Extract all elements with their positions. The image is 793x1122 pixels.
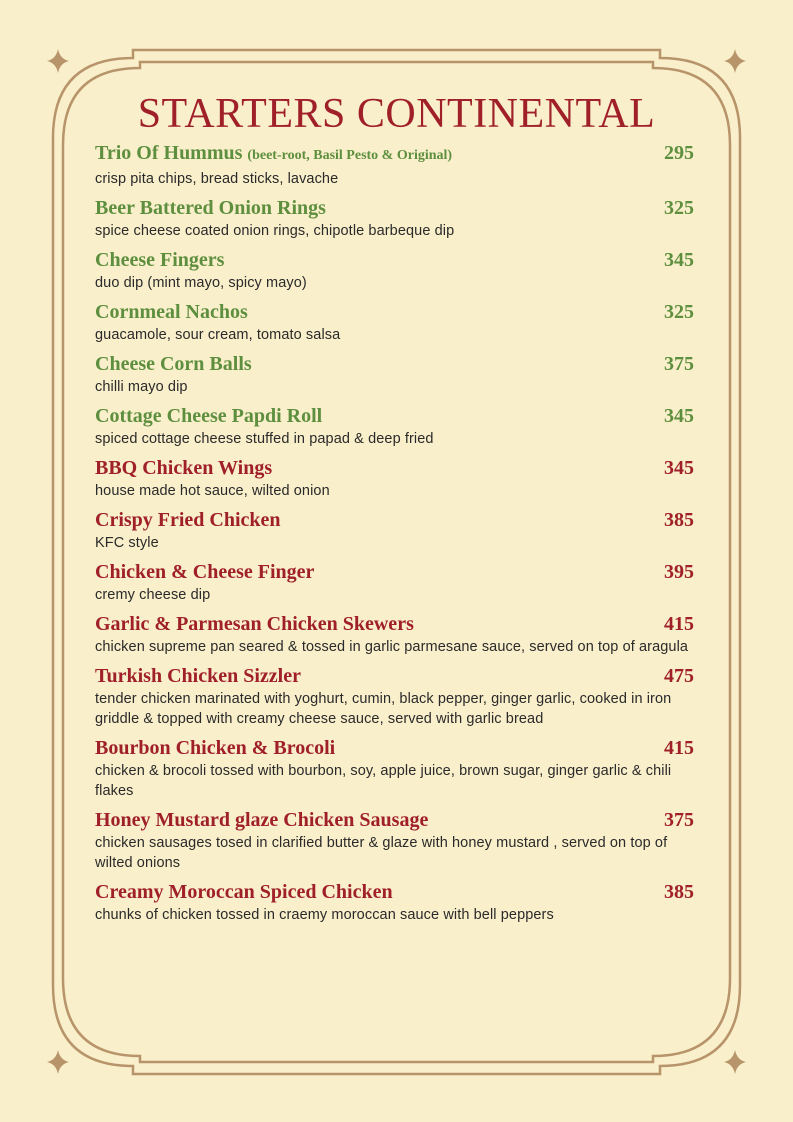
menu-item-name-text: Cornmeal Nachos <box>95 301 248 323</box>
menu-item-header <box>95 611 697 637</box>
menu-item-description: duo dip (mint mayo, spicy mayo) <box>95 275 307 291</box>
menu-item-price: 325 <box>664 301 694 323</box>
menu-item-header <box>95 299 697 325</box>
menu-item-price: 345 <box>664 249 694 271</box>
menu-item-name-text: Crispy Fried Chicken <box>95 509 281 531</box>
menu-item <box>95 663 697 729</box>
menu-item-name-text: BBQ Chicken Wings <box>95 457 273 479</box>
menu-item <box>95 611 697 657</box>
menu-item-header <box>95 507 697 533</box>
menu-item-description: crisp pita chips, bread sticks, lavache <box>95 171 339 187</box>
menu-item-header <box>95 879 697 905</box>
menu-item-header <box>95 807 697 833</box>
menu-item-description: tender chicken marinated with yoghurt, cumin, black pepper, ginger garlic, cooked in iron griddle & topped with creamy cheese sauce, served with garlic bread <box>95 691 672 727</box>
menu-item-name <box>95 663 301 689</box>
menu-item-header <box>95 559 697 585</box>
menu-item <box>95 807 697 873</box>
menu-item-name <box>95 735 335 761</box>
page-title: STARTERS CONTINENTAL <box>137 91 656 137</box>
menu-item <box>95 735 697 801</box>
menu-item-description: house made hot sauce, wilted onion <box>95 483 330 499</box>
menu-item-name <box>95 559 314 585</box>
menu-item-name-text: Cottage Cheese Papdi Roll <box>95 405 323 427</box>
menu-item-name <box>95 403 322 429</box>
menu-item-name <box>95 140 452 169</box>
menu-item-price: 325 <box>664 197 694 219</box>
menu-item-name-text: Trio Of Hummus <box>95 142 243 164</box>
menu-item-header <box>95 403 697 429</box>
menu-item-name-text: Creamy Moroccan Spiced Chicken <box>95 881 393 903</box>
menu-item-description: chilli mayo dip <box>95 379 188 395</box>
menu-item-header <box>95 455 697 481</box>
menu-item-price: 415 <box>664 737 694 759</box>
menu-item-description: spiced cottage cheese stuffed in papad & deep fried <box>95 431 434 447</box>
menu-item-header <box>95 351 697 377</box>
menu-item-price: 375 <box>664 353 694 375</box>
menu-item-name <box>95 247 224 273</box>
menu-item-description: chunks of chicken tossed in craemy moroccan sauce with bell peppers <box>95 907 554 923</box>
menu-item <box>95 507 697 553</box>
menu-item-name <box>95 611 414 637</box>
menu-item-description: chicken sausages tosed in clarified butter & glaze with honey mustard , served on top of wilted onions <box>95 835 668 871</box>
menu-item-name <box>95 455 272 481</box>
menu-item-note: (beet-root, Basil Pesto & Original) <box>247 148 453 163</box>
menu-item-name <box>95 507 281 533</box>
menu-item <box>95 455 697 501</box>
menu-item-price: 345 <box>664 405 694 427</box>
menu-item-name-text: Chicken & Cheese Finger <box>95 561 315 583</box>
menu-item <box>95 559 697 605</box>
menu-item-name <box>95 879 393 905</box>
menu-item-name-text: Cheese Corn Balls <box>95 353 252 375</box>
menu-item-price: 385 <box>664 509 694 531</box>
menu-item-price: 375 <box>664 809 694 831</box>
menu-item-price: 295 <box>664 142 694 164</box>
menu-list <box>95 140 697 931</box>
menu-item-price: 415 <box>664 613 694 635</box>
menu-item-description: guacamole, sour cream, tomato salsa <box>95 327 341 343</box>
menu-item <box>95 140 697 189</box>
menu-item-description: KFC style <box>95 535 159 551</box>
menu-item <box>95 351 697 397</box>
menu-item <box>95 195 697 241</box>
menu-item <box>95 247 697 293</box>
menu-item-name-text: Bourbon Chicken & Brocoli <box>95 737 336 759</box>
menu-item <box>95 403 697 449</box>
menu-item-name-text: Honey Mustard glaze Chicken Sausage <box>95 809 429 831</box>
menu-item-description: chicken & brocoli tossed with bourbon, soy, apple juice, brown sugar, ginger garlic & chili flakes <box>95 763 672 799</box>
menu-item-header <box>95 195 697 221</box>
menu-item-name <box>95 299 248 325</box>
menu-item-header <box>95 735 697 761</box>
menu-item-header <box>95 140 697 169</box>
menu-item-header <box>95 663 697 689</box>
menu-item-price: 385 <box>664 881 694 903</box>
menu-item <box>95 299 697 345</box>
menu-item-description: spice cheese coated onion rings, chipotle barbeque dip <box>95 223 455 239</box>
corner-star-icon <box>47 1050 69 1074</box>
corner-star-icon <box>724 49 746 73</box>
menu-item-name-text: Beer Battered Onion Rings <box>95 197 326 219</box>
menu-item-description: cremy cheese dip <box>95 587 211 603</box>
menu-item-header <box>95 247 697 273</box>
menu-item-name-text: Cheese Fingers <box>95 249 225 271</box>
menu-item-name <box>95 807 428 833</box>
corner-star-icon <box>724 1050 746 1074</box>
menu-item-price: 395 <box>664 561 694 583</box>
corner-star-icon <box>47 49 69 73</box>
menu-item-name <box>95 351 252 377</box>
menu-item-name-text: Garlic & Parmesan Chicken Skewers <box>95 613 414 635</box>
menu-item <box>95 879 697 925</box>
menu-item-price: 345 <box>664 457 694 479</box>
menu-item-name <box>95 195 326 221</box>
menu-item-description: chicken supreme pan seared & tossed in garlic parmesane sauce, served on top of aragula <box>95 639 689 655</box>
menu-item-price: 475 <box>664 665 694 687</box>
menu-item-name-text: Turkish Chicken Sizzler <box>95 665 301 687</box>
